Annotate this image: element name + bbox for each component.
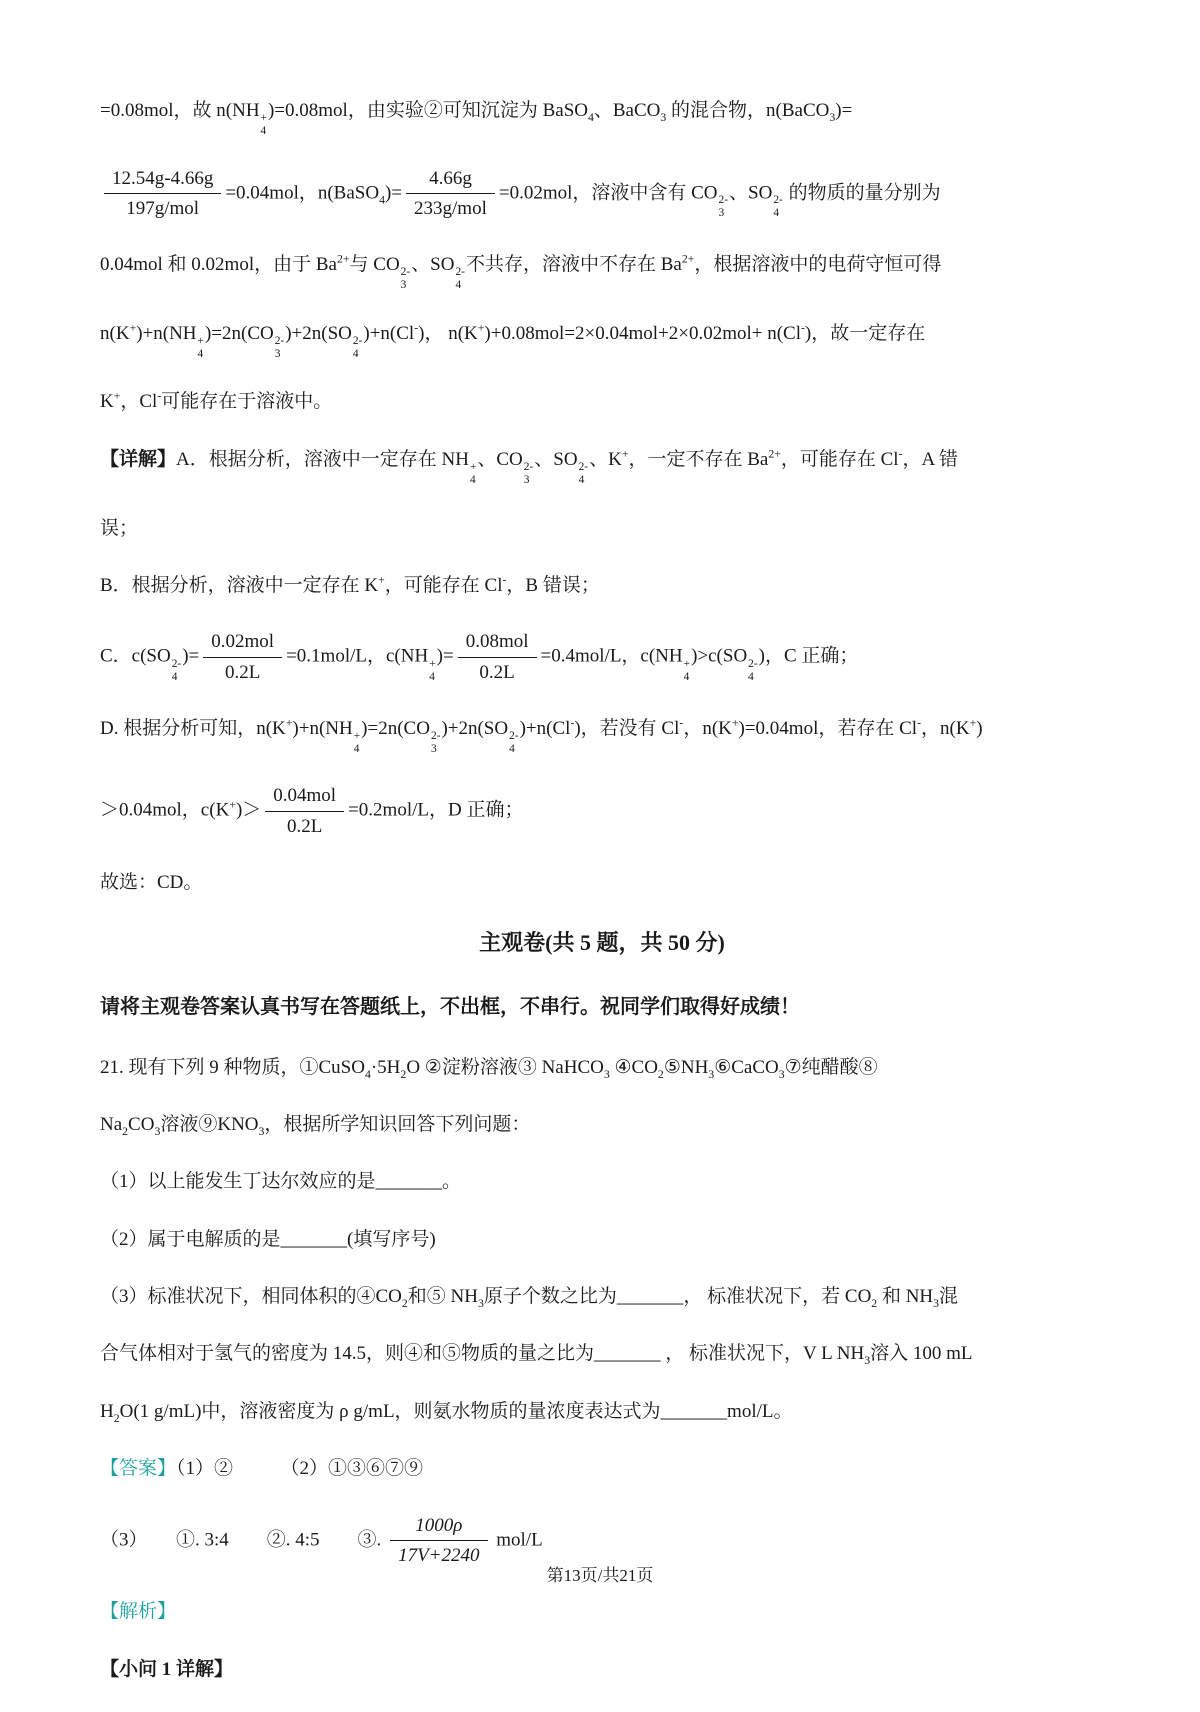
text-run: ，根据所学知识回答下列问题：	[264, 1113, 531, 1135]
text-run: =0.2mol/L，D 正确；	[348, 800, 524, 822]
stacked-sub-sup	[198, 335, 204, 361]
text-run: 21. 现有下列 9 种物质，①CuSO	[100, 1056, 365, 1078]
text-run: )+2n(SO	[285, 322, 352, 344]
subscript: 4	[578, 473, 585, 486]
subscript: 4	[773, 207, 780, 220]
text-run: 与 CO	[349, 254, 400, 276]
stacked-sub-sup	[524, 461, 534, 487]
stacked-sub-sup	[353, 335, 363, 361]
subscript: 3	[660, 110, 667, 124]
subscript: 3	[829, 110, 836, 124]
superscript: -	[917, 716, 921, 730]
text-run: ，可能存在 Cl	[384, 574, 503, 596]
text-run: 混	[939, 1286, 959, 1308]
text-run: )=0.04mol，若存在 Cl	[738, 717, 918, 739]
fraction	[458, 630, 537, 685]
subscript: 4	[379, 193, 385, 207]
text-run: 、SO	[729, 182, 773, 204]
text-run: ，根据溶液中的电荷守恒可得	[694, 254, 942, 276]
question-21-part-2	[100, 1225, 1104, 1255]
fraction	[406, 167, 495, 222]
text-run: 原子个数之比为_______， 标准状况下，若 CO	[483, 1286, 872, 1308]
fraction-numerator: 0.04mol	[265, 784, 344, 812]
superscript: -	[414, 321, 419, 335]
superscript: 2-	[773, 194, 783, 207]
subquestion-1-detail	[100, 1655, 1104, 1685]
stacked-sub-sup	[354, 730, 360, 756]
text-run: 【解析】	[100, 1601, 177, 1623]
superscript: 2+	[768, 447, 781, 461]
subscript: 3	[430, 742, 437, 755]
answer-line-1	[100, 1454, 1104, 1484]
text-run: （1）以上能发生丁达尔效应的是_______。	[100, 1171, 462, 1193]
text-run: 、BaCO	[593, 100, 661, 121]
text-run: )=0.08mol，由实验②可知沉淀为 BaSO	[267, 100, 588, 121]
subscript: 3	[478, 1296, 484, 1310]
text-run: C．c(SO	[100, 645, 171, 667]
superscript: -	[570, 716, 575, 730]
superscript: -	[502, 573, 507, 587]
subscript: 3	[154, 1124, 161, 1138]
text-run: ⑤NH	[663, 1056, 709, 1078]
subscript: 4	[469, 473, 476, 486]
text-run: )＞	[235, 800, 262, 822]
text-run: （2）属于电解质的是_______(填写序号)	[100, 1228, 436, 1250]
text-run: 溶液⑨KNO	[160, 1113, 259, 1135]
subscript: 2	[401, 1296, 408, 1310]
superscript: +	[113, 390, 121, 404]
fraction-denominator: 0.2L	[286, 816, 323, 838]
text-run: 的混合物，n(BaCO	[666, 100, 830, 121]
fraction-numerator: 12.54g-4.66g	[104, 167, 221, 195]
text-run: ⑥CaCO	[714, 1056, 779, 1078]
superscript: +	[285, 716, 293, 730]
subscript: 3	[274, 347, 281, 360]
subscript: 3	[603, 1067, 610, 1081]
text-run: 【小问 1 详解】	[100, 1658, 234, 1680]
text-run: ④CO	[609, 1056, 658, 1078]
text-run: （3） ①. 3:4 ②. 4:5 ③.	[100, 1529, 387, 1551]
text-run: 【答案】	[100, 1458, 177, 1480]
subscript: 4	[352, 347, 359, 360]
detail-option-b	[100, 571, 1104, 601]
text-run: )>c(SO	[691, 645, 748, 667]
text-run: =0.1mol/L，c(NH	[286, 645, 429, 667]
superscript: +	[731, 716, 739, 730]
text-run: A．根据分析，溶液中一定存在 NH	[176, 448, 469, 470]
superscript: -	[157, 390, 162, 404]
text-run: D. 根据分析可知，n(K	[100, 717, 286, 739]
subscript: 4	[364, 1067, 371, 1081]
page-footer: 第13页/共21页	[546, 1566, 654, 1585]
text-run: O(1 g/mL)中，溶液密度为 ρ g/mL，则氨水物质的量浓度表达式为_______mol/L。	[119, 1400, 793, 1422]
stacked-sub-sup	[431, 730, 441, 756]
subscript: 4	[509, 742, 515, 755]
text-run: )=2n(CO	[204, 322, 274, 344]
text-run: )=	[835, 100, 853, 121]
fraction-denominator: 0.2L	[225, 662, 261, 684]
text-run: Na	[100, 1113, 123, 1135]
stacked-sub-sup	[172, 658, 182, 684]
text-run: )=	[182, 645, 200, 667]
stacked-sub-sup	[470, 461, 476, 487]
text-run: )=2n(CO	[361, 717, 430, 739]
text-run: 、K	[589, 448, 622, 470]
superscript: +	[469, 460, 477, 473]
detail-option-d-cont	[100, 782, 1104, 841]
text-run: =0.04mol，n(BaSO	[225, 182, 380, 204]
subscript: 2	[871, 1296, 878, 1310]
answer-selection	[100, 868, 1104, 898]
stacked-sub-sup	[684, 658, 690, 684]
subscript: 4	[429, 670, 435, 683]
analysis-line-5	[100, 387, 1104, 417]
fraction-numerator: 0.08mol	[458, 630, 537, 658]
stacked-sub-sup	[275, 335, 285, 361]
text-run: 请将主观卷答案认真书写在答题纸上，不出框，不串行。祝同学们取得好成绩！	[100, 995, 800, 1018]
superscript: 2-	[171, 658, 182, 671]
text-run: 、SO	[534, 448, 578, 470]
subscript: 3	[523, 473, 530, 486]
text-run: =0.08mol，故 n(NH	[100, 100, 260, 121]
superscript: +	[621, 447, 629, 461]
superscript: -	[801, 321, 805, 335]
text-run: 、CO	[477, 448, 523, 470]
stacked-sub-sup	[748, 658, 758, 684]
fraction-denominator: 197g/mol	[126, 198, 200, 220]
analysis-line-4	[100, 319, 1104, 361]
superscript: +	[477, 321, 485, 335]
question-21-part-3b	[100, 1339, 1104, 1369]
text-run: 【详解】	[100, 448, 177, 470]
subscript: 3	[400, 279, 407, 292]
superscript: +	[197, 334, 204, 347]
text-run: ，n(K	[683, 717, 732, 739]
subscript: 3	[258, 1124, 265, 1138]
text-run: 不共存，溶液中不存在 Ba	[465, 254, 682, 276]
subscript: 2	[657, 1067, 664, 1081]
subscript: 3	[933, 1296, 940, 1310]
text-run: ，Cl	[120, 391, 158, 413]
text-run: 和⑤ NH	[407, 1286, 478, 1308]
fraction	[265, 784, 344, 839]
document-content	[100, 96, 1104, 1712]
fraction	[104, 167, 221, 222]
superscript: +	[353, 729, 361, 742]
superscript: 2-	[718, 194, 729, 207]
text-run: 主观卷(共 5 题，共 50 分)	[479, 930, 725, 956]
text-run: ，一定不存在 Ba	[628, 448, 769, 470]
question-21-part-3a	[100, 1282, 1104, 1312]
superscript: 2-	[509, 729, 519, 742]
text-run: K	[100, 391, 114, 413]
text-run: =0.02mol，溶液中含有 CO	[498, 182, 718, 204]
text-run: ⑦纯醋酸⑧	[784, 1056, 878, 1078]
fraction	[203, 630, 282, 685]
superscript: +	[260, 112, 267, 125]
superscript: 2-	[523, 460, 534, 473]
text-run: B．根据分析，溶液中一定存在 K	[100, 574, 379, 596]
superscript: -	[898, 447, 903, 461]
superscript: +	[229, 798, 236, 812]
subscript: 4	[353, 742, 360, 755]
fraction-denominator: 0.2L	[479, 662, 515, 684]
superscript: -	[679, 716, 684, 730]
text-run: 0.04mol 和 0.02mol，由于 Ba	[100, 254, 337, 276]
text-run: 合气体相对于氢气的密度为 14.5，则④和⑤物质的量之比为_______ ， 标准状况下，V L NH	[100, 1343, 865, 1365]
text-run: ＞0.04mol，c(K	[100, 800, 230, 822]
superscript: +	[378, 573, 385, 587]
text-run: O ②淀粉溶液③ NaHCO	[406, 1056, 604, 1078]
subscript: 2	[113, 1411, 120, 1425]
text-run: )+2n(SO	[441, 717, 509, 739]
analysis-label	[100, 1597, 1104, 1627]
fraction-denominator: 17V+2240	[398, 1545, 480, 1567]
text-run: )， n(K	[418, 322, 478, 344]
text-run: 溶入 100 mL	[870, 1343, 973, 1365]
detail-option-d	[100, 714, 1104, 756]
superscript: 2-	[455, 266, 465, 279]
text-run: ，B 错误；	[506, 574, 600, 596]
superscript: 2+	[336, 252, 350, 266]
subscript: 4	[683, 670, 690, 683]
text-run: )，故一定存在	[804, 322, 926, 344]
superscript: +	[129, 321, 137, 335]
text-run: 、SO	[411, 254, 455, 276]
text-run: 故选：CD。	[100, 871, 203, 893]
fraction-numerator: 1000ρ	[390, 1514, 487, 1542]
stacked-sub-sup	[429, 658, 435, 684]
superscript: 2-	[274, 334, 285, 347]
stacked-sub-sup	[261, 112, 267, 138]
stacked-sub-sup	[773, 194, 783, 220]
analysis-line-3	[100, 250, 1104, 292]
text-run: )，C 正确；	[758, 645, 859, 667]
text-run: ·5H	[370, 1056, 401, 1078]
superscript: 2-	[578, 460, 589, 473]
subscript: 2	[400, 1067, 407, 1081]
text-run: =0.4mol/L，c(NH	[540, 645, 683, 667]
superscript: 2-	[400, 266, 411, 279]
text-run: ，n(K	[921, 717, 970, 739]
text-run: ，可能存在 Cl	[780, 448, 899, 470]
text-run: )+n(Cl	[519, 717, 571, 739]
subscript: 4	[587, 110, 594, 124]
stacked-sub-sup	[509, 730, 519, 756]
text-run: 和 NH	[877, 1286, 934, 1308]
text-run: n(K	[100, 322, 130, 344]
detail-option-a	[100, 445, 1104, 487]
superscript: +	[683, 658, 691, 671]
text-run: )=	[384, 182, 403, 204]
superscript: 2-	[352, 334, 363, 347]
subscript: 4	[171, 670, 178, 683]
fraction-denominator: 233g/mol	[414, 198, 487, 220]
text-run: 可能存在于溶液中。	[161, 391, 333, 413]
stacked-sub-sup	[579, 461, 589, 487]
text-run: H	[100, 1400, 114, 1422]
stacked-sub-sup	[401, 266, 411, 292]
superscript: 2-	[430, 729, 441, 742]
question-21-line-2	[100, 1110, 1104, 1140]
analysis-line-1	[100, 96, 1104, 138]
subscript: 4	[197, 347, 204, 360]
text-run: )+0.08mol=2×0.04mol+2×0.02mol+ n(Cl	[484, 322, 801, 344]
text-run: )=	[436, 645, 454, 667]
text-run: 的物质的量分别为	[783, 182, 941, 204]
text-run: )，若没有 Cl	[574, 717, 680, 739]
instruction-line	[100, 991, 1104, 1023]
text-run: （1）② （2）①③⑥⑦⑨	[176, 1458, 424, 1480]
subscript: 4	[260, 124, 267, 137]
superscript: +	[969, 716, 977, 730]
superscript: 2-	[748, 658, 758, 671]
fraction	[390, 1514, 487, 1569]
section-heading	[100, 925, 1104, 960]
subscript: 3	[718, 207, 725, 220]
superscript: 2+	[681, 252, 695, 266]
question-21-part-3c	[100, 1397, 1104, 1427]
stacked-sub-sup	[719, 194, 729, 220]
fraction-numerator: 0.02mol	[203, 630, 282, 658]
text-run: )	[976, 717, 983, 739]
question-21-line-1	[100, 1053, 1104, 1083]
text-run: )+n(NH	[292, 717, 353, 739]
subscript: 2	[122, 1124, 129, 1138]
subscript: 3	[864, 1354, 871, 1368]
text-run: ，A 错	[902, 448, 958, 470]
detail-option-c	[100, 628, 1104, 687]
text-run: mol/L	[491, 1529, 543, 1551]
subscript: 4	[455, 279, 462, 292]
subscript: 3	[708, 1067, 715, 1081]
question-21-part-1	[100, 1167, 1104, 1197]
subscript: 3	[778, 1067, 785, 1081]
text-run: 误；	[100, 517, 139, 539]
superscript: +	[429, 658, 436, 671]
analysis-line-2	[100, 165, 1104, 224]
fraction-numerator: 4.66g	[406, 167, 495, 195]
text-run: （3）标准状况下，相同体积的④CO	[100, 1286, 402, 1308]
text-run: )+n(NH	[136, 322, 197, 344]
text-run: CO	[128, 1113, 155, 1135]
subscript: 4	[748, 670, 754, 683]
text-run: )+n(Cl	[363, 322, 415, 344]
stacked-sub-sup	[455, 266, 465, 292]
detail-option-a-cont	[100, 514, 1104, 544]
